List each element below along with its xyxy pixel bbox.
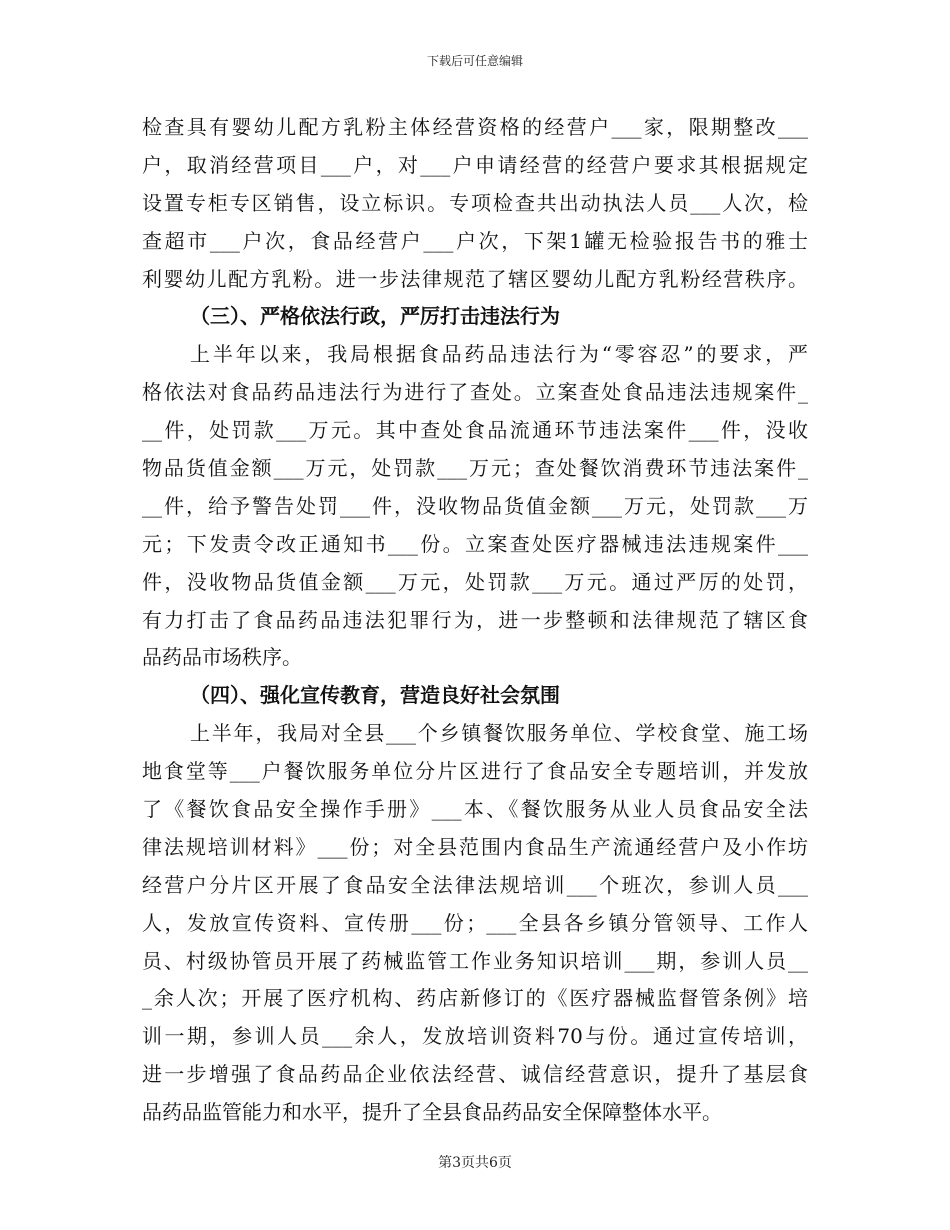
paragraph-line: 户，取消经营项目___户，对___户申请经营的经营户要求其根据规定 xyxy=(142,152,808,177)
section-heading-3: （三）、严格依法行政，严厉打击违法行为 xyxy=(190,304,560,329)
paragraph-line: 人，发放宣传资料、宣传册___份；___全县各乡镇分管领导、工作人 xyxy=(142,910,808,935)
paragraph-line: 上半年以来，我局根据食品药品违法行为“零容忍”的要求，严 xyxy=(190,342,808,367)
page-footer: 第3页共6页 xyxy=(438,1155,512,1171)
paragraph-line: 件，没收物品货值金额___万元，处罚款___万元。通过严厉的处罚， xyxy=(142,569,808,594)
paragraph-line: 查超市___户次，食品经营户___户次，下架1罐无检验报告书的雅士 xyxy=(142,228,808,253)
paragraph-line: 了《餐饮食品安全操作手册》___本、《餐饮服务从业人员食品安全法 xyxy=(142,797,808,822)
document-body xyxy=(142,109,808,1132)
paragraph-line: 品药品监管能力和水平，提升了全县食品药品安全保障整体水平。 xyxy=(142,1100,722,1125)
section-heading-4: （四）、强化宣传教育，营造良好社会氛围 xyxy=(190,683,560,708)
paragraph-line: 利婴幼儿配方乳粉。进一步法律规范了辖区婴幼儿配方乳粉经营秩序。 xyxy=(142,266,808,291)
paragraph-line: 地食堂等___户餐饮服务单位分片区进行了食品安全专题培训，并发放 xyxy=(142,759,808,784)
paragraph-line: 检查具有婴幼儿配方乳粉主体经营资格的经营户___家，限期整改___ xyxy=(142,115,808,139)
paragraph-line: 员、村级协管员开展了药械监管工作业务知识培训___期，参训人员__ xyxy=(142,948,808,973)
paragraph-line: _余人次；开展了医疗机构、药店新修订的《医疗器械监督管条例》培 xyxy=(142,986,808,1011)
paragraph-line: 上半年，我局对全县___个乡镇餐饮服务单位、学校食堂、施工场 xyxy=(190,721,808,746)
paragraph-line: 品药品市场秩序。 xyxy=(142,645,302,670)
paragraph-line: 经营户分片区开展了食品安全法律法规培训___个班次，参训人员___ xyxy=(142,872,808,897)
paragraph-line: __件，处罚款___万元。其中查处食品流通环节违法案件___件，没收 xyxy=(142,418,808,443)
paragraph-line: 设置专柜专区销售，设立标识。专项检查共出动执法人员___人次，检 xyxy=(142,190,808,215)
page-header: 下载后可任意编辑 xyxy=(426,54,523,68)
paragraph-line: 进一步增强了食品药品企业依法经营、诚信经营意识，提升了基层食 xyxy=(142,1062,808,1087)
paragraph-line: 训一期，参训人员___余人，发放培训资料70与份。通过宣传培训， xyxy=(142,1024,808,1049)
paragraph-line: 物品货值金额___万元，处罚款___万元；查处餐饮消费环节违法案件_ xyxy=(142,456,808,481)
paragraph-line: 元；下发责令改正通知书___份。立案查处医疗器械违法违规案件___ xyxy=(142,531,808,556)
paragraph-line: 律法规培训材料》___份；对全县范围内食品生产流通经营户及小作坊 xyxy=(142,834,808,859)
paragraph-line: 格依法对食品药品违法行为进行了查处。立案查处食品违法违规案件_ xyxy=(142,380,808,405)
paragraph-line: __件，给予警告处罚___件，没收物品货值金额___万元，处罚款___万 xyxy=(142,493,808,518)
paragraph-line: 有力打击了食品药品违法犯罪行为，进一步整顿和法律规范了辖区食 xyxy=(142,607,808,632)
